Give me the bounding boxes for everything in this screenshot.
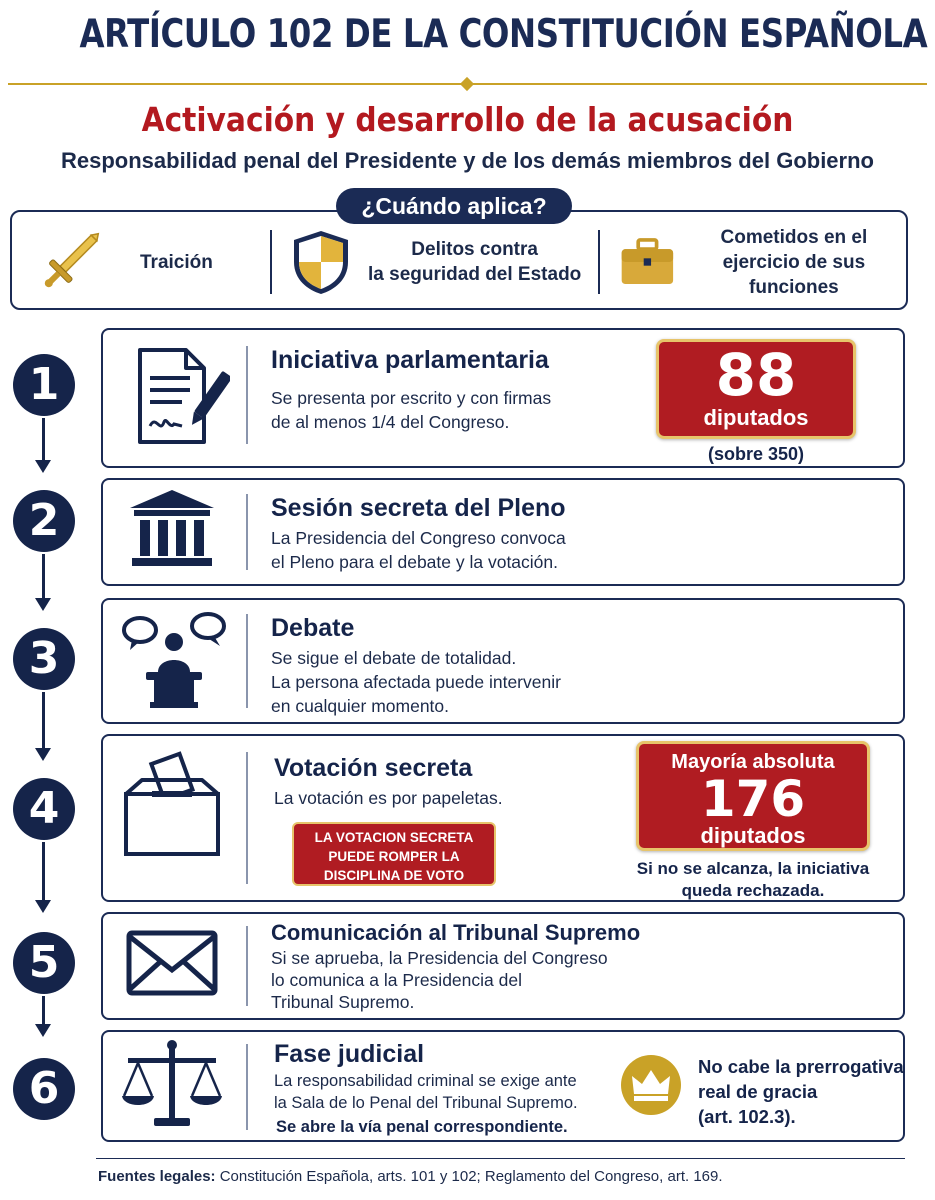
card-separator xyxy=(246,346,248,444)
step-number-1: 1 xyxy=(13,354,75,416)
flow-arrow-head xyxy=(35,1024,51,1037)
flow-arrow-head xyxy=(35,748,51,761)
secret-vote-stamp xyxy=(292,822,496,886)
applies-label-3 xyxy=(685,225,903,300)
step-text-5-line-1: Si se aprueba, la Presidencia del Congreso xyxy=(271,948,608,968)
note-line-2: real de gracia xyxy=(698,1081,818,1102)
applies-label-2-line-2: la seguridad del Estado xyxy=(368,264,582,285)
note-line-1: No cabe la prerrogativa xyxy=(698,1056,904,1077)
step-text-6-line-2: la Sala de lo Penal del Tribunal Supremo. xyxy=(274,1094,578,1112)
note-line-3: (art. 102.3). xyxy=(698,1106,796,1127)
step-text-1-line-2: de al menos 1/4 del Congreso. xyxy=(271,412,510,432)
step-number-4: 4 xyxy=(13,778,75,840)
applies-label-3-line-1: Cometidos en el xyxy=(720,226,868,248)
card-separator xyxy=(246,752,248,884)
flow-arrow xyxy=(42,996,45,1026)
step-text-1-line-1: Se presenta por escrito y con firmas xyxy=(271,388,552,408)
callout-number: 176 xyxy=(700,770,806,828)
step-text-6 xyxy=(274,1070,578,1114)
callout-note: (sobre 350) xyxy=(707,444,805,464)
flow-arrow xyxy=(42,692,45,750)
card-separator xyxy=(246,926,248,1006)
parliament-building-icon xyxy=(126,486,218,570)
applies-label-3-line-2: ejercicio de sus funciones xyxy=(722,251,866,298)
step-text-1 xyxy=(271,386,551,434)
grace-prerogative-note xyxy=(698,1054,904,1129)
step-title-4: Votación secreta xyxy=(274,754,473,782)
step-number-3: 3 xyxy=(13,628,75,690)
flow-arrow xyxy=(42,842,45,902)
step-title-6: Fase judicial xyxy=(274,1040,425,1068)
sword-icon xyxy=(34,226,106,298)
majority-176-callout xyxy=(636,741,870,851)
page-description: Responsabilidad penal del Presidente y de los demás miembros del Gobierno xyxy=(60,148,874,173)
card-separator xyxy=(246,1044,248,1130)
judicial-emphasis: Se abre la vía penal correspondiente. xyxy=(276,1118,568,1136)
ballot-box-icon xyxy=(122,750,222,858)
applies-heading: ¿Cuándo aplica? xyxy=(336,188,572,224)
step-text-5-line-2: lo comunica a la Presidencia del xyxy=(271,970,522,990)
stamp-line-2: PUEDE ROMPER LA xyxy=(328,849,460,864)
divider-diamond xyxy=(460,77,474,91)
stamp-line-3: DISCIPLINA DE VOTO xyxy=(323,868,465,883)
applies-label-1: Traición xyxy=(140,251,213,273)
step-text-3-line-1: Se sigue el debate de totalidad. xyxy=(271,648,517,668)
flow-arrow-head xyxy=(35,460,51,473)
applies-item-seguridad xyxy=(290,226,590,298)
signed-document-icon xyxy=(134,346,230,446)
callout-unit: diputados xyxy=(700,823,806,848)
step-text-4 xyxy=(274,786,503,810)
applies-label-2 xyxy=(368,237,581,287)
shield-icon xyxy=(290,228,352,296)
callout-number: 88 xyxy=(715,341,797,409)
card-separator xyxy=(246,614,248,708)
briefcase-icon xyxy=(618,232,677,292)
stamp-line-1: LA VOTACION SECRETA xyxy=(314,830,474,845)
legal-sources-footer xyxy=(98,1168,723,1185)
applies-label-2-line-1: Delitos contra xyxy=(411,239,538,260)
envelope-icon xyxy=(126,930,218,996)
flow-arrow xyxy=(42,418,45,462)
applies-separator xyxy=(598,230,600,294)
page-title: ARTÍCULO 102 DE LA CONSTITUCIÓN ESPAÑOLA xyxy=(79,12,928,57)
flow-arrow xyxy=(42,554,45,600)
flow-arrow-head xyxy=(35,598,51,611)
step-number-2: 2 xyxy=(13,490,75,552)
step-title-3: Debate xyxy=(271,614,355,642)
step-text-3-line-3: en cualquier momento. xyxy=(271,696,450,716)
callout-note-line-2: queda rechazada. xyxy=(681,881,825,900)
scales-of-justice-icon xyxy=(118,1038,226,1132)
crown-icon xyxy=(620,1054,682,1116)
page-subtitle: Activación y desarrollo de la acusación xyxy=(141,100,794,139)
card-separator xyxy=(246,494,248,570)
footer-text: Constitución Española, arts. 101 y 102; Reglamento del Congreso, art. 169. xyxy=(219,1168,723,1185)
applies-separator xyxy=(270,230,272,294)
flow-arrow-head xyxy=(35,900,51,913)
step-text-2-line-2: el Pleno para el debate y la votación. xyxy=(271,552,558,572)
speaker-podium-icon xyxy=(120,610,228,710)
applies-item-funciones xyxy=(618,226,903,298)
step-title-2: Sesión secreta del Pleno xyxy=(271,494,566,522)
step-text-5 xyxy=(271,947,608,1013)
step-text-3 xyxy=(271,646,561,718)
callout-note-line-1: Si no se alcanza, la iniciativa xyxy=(636,859,870,878)
step-text-5-line-3: Tribunal Supremo. xyxy=(271,992,415,1012)
step-number-5: 5 xyxy=(13,932,75,994)
callout-label: Mayoría absoluta xyxy=(671,751,835,773)
step-text-3-line-2: La persona afectada puede intervenir xyxy=(271,672,561,692)
callout-note xyxy=(620,858,886,902)
footer-label: Fuentes legales: xyxy=(98,1168,216,1185)
step-text-4-line-1: La votación es por papeletas. xyxy=(274,788,503,808)
step-title-5: Comunicación al Tribunal Supremo xyxy=(271,920,641,945)
step-text-6-line-1: La responsabilidad criminal se exige ante xyxy=(274,1072,577,1090)
footer-divider xyxy=(96,1158,905,1159)
step-title-1: Iniciativa parlamentaria xyxy=(271,346,549,374)
step-number-6: 6 xyxy=(13,1058,75,1120)
quorum-88-callout xyxy=(656,339,856,439)
applies-item-traicion xyxy=(34,226,264,298)
step-text-2-line-1: La Presidencia del Congreso convoca xyxy=(271,528,566,548)
step-text-2 xyxy=(271,526,566,574)
callout-unit: diputados xyxy=(703,405,809,430)
